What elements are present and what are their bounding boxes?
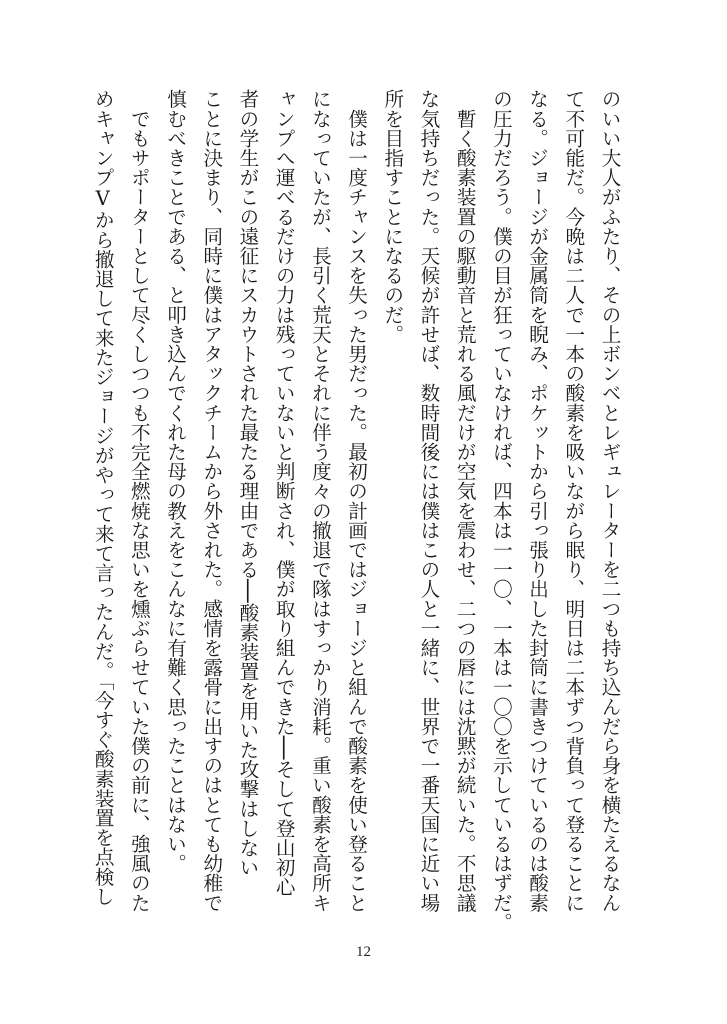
text-line-9: になっていたが、長引く荒天とそれに伴う度々の撤退で隊はすっかり消耗。重い酸素を高所キ <box>308 89 332 913</box>
vertical-text-body <box>84 89 627 932</box>
text-line-7: 所を目指すことになるのだ。 <box>380 89 404 344</box>
text-line-14: でもサポーターとして尽くしつつも不完全燃焼な思いを燻ぶらせていた僕の前に、強風のた <box>127 89 151 913</box>
page-number: 12 <box>356 944 371 960</box>
text-line-3: なる。ジョージが金属筒を睨み、ポケットから引っ張り出した封筒に書きつけているのは酸素 <box>525 89 549 913</box>
text-line-2: て不可能だ。今晩は二人で一本の酸素を吸いながら眠り、明日は二本ずつ背負って登ることに <box>561 89 585 913</box>
text-line-4: の圧力だろう。僕の目が狂っていなければ、四本は一一〇、一本は一〇〇を示しているはずだ。 <box>489 89 513 932</box>
text-line-8: 僕は一度チャンスを失った男だった。最初の計画ではジョージと組んで酸素を使い登ること <box>344 89 368 913</box>
text-line-5: 暫く酸素装置の駆動音と荒れる風だけが空気を震わせ、二つの唇には沈黙が続いた。不思議 <box>453 89 477 913</box>
text-line-6: な気持ちだった。天候が許せば、数時間後には僕はこの人と一緒に、世界で一番天国に近い場 <box>416 89 440 913</box>
text-line-1: のいい大人がふたり、その上ボンベとレギュレーターを二つも持ち込んだら身を横たえるなん <box>598 89 621 913</box>
text-line-11: 者の学生がこの遠征にスカウトされた最たる理由である──酸素装置を用いた攻撃はしない <box>235 89 259 877</box>
text-line-10: ャンプへ運べるだけの力は残っていないと判断され、僕が取り組んできた──そして登山初心 <box>272 89 296 897</box>
text-line-12: ことに決まり、同時に僕はアタックチームから外された。感情を露骨に出すのはとても幼稚で <box>199 89 223 913</box>
text-line-13: 慎むべきことである、と叩き込んでくれた母の教えをこんなに有難く思ったことはない。 <box>163 89 187 873</box>
text-line-15: めキャンプⅤから撤退して来たジョージがやって来て言ったんだ。「今すぐ酸素装置を点検し <box>91 89 115 906</box>
